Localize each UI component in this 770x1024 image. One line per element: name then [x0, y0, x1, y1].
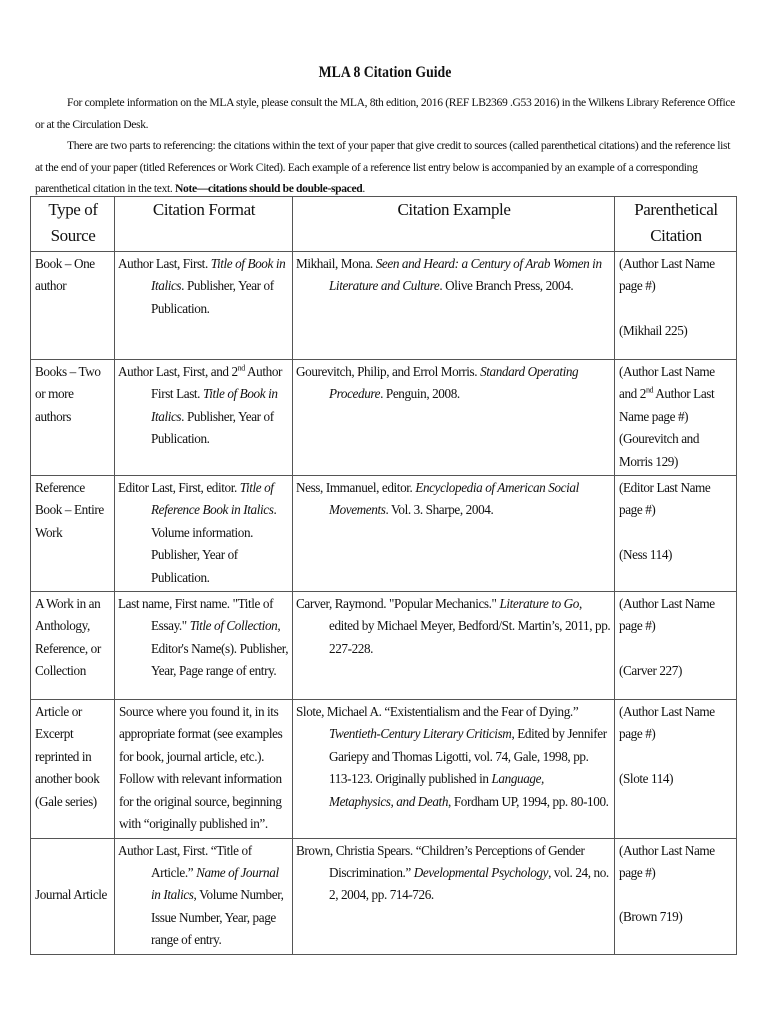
table-row: [31, 592, 737, 700]
citation-example-cell: Carver, Raymond. "Popular Mechanics." Literature to Go, edited by Michael Meyer, Bedford/St. Martin’s, 2011, pp. 227-228.: [293, 592, 615, 700]
citation-format-cell: Source where you found it, in its appropriate format (see examples for book, journal article, etc.). Follow with relevant information for the original source, beginning with “originally published in”.: [115, 700, 293, 838]
source-type-cell: Article or Excerpt reprinted in another book (Gale series): [31, 700, 115, 838]
header-citation-format: Citation Format: [115, 197, 293, 252]
citation-format-cell: Author Last, First. “Title of Article.” Name of Journal in Italics, Volume Number, Issue Number, Year, page range of entry.: [115, 838, 293, 954]
parenthetical-pattern: (Author Last Name page #): [619, 256, 715, 294]
table-row: [31, 838, 737, 954]
parenthetical-pattern: (Author Last Name page #): [619, 704, 715, 742]
table-row: [31, 700, 737, 838]
parenthetical-cell: [615, 252, 737, 360]
intro-paragraph-1: For complete information on the MLA style, please consult the MLA, 8th edition, 2016 (REF LB2369 .G53 2016) in the Wilkens Library Reference Office or at the Circulation Desk.: [35, 96, 735, 131]
citation-format-cell: Author Last, First. Title of Book in Italics. Publisher, Year of Publication.: [115, 252, 293, 360]
citation-example-cell: Ness, Immanuel, editor. Encyclopedia of American Social Movements. Vol. 3. Sharpe, 2004.: [293, 476, 615, 592]
parenthetical-example: (Gourevitch and Morris 129): [619, 431, 700, 469]
table-row: [31, 252, 737, 360]
source-type-cell: Reference Book – Entire Work: [31, 476, 115, 592]
source-type-cell: A Work in an Anthology, Reference, or Collection: [31, 592, 115, 700]
parenthetical-pattern: (Author Last Name page #): [619, 596, 715, 634]
parenthetical-pattern: (Author Last Name and 2nd Author Last Name page #): [619, 364, 715, 424]
parenthetical-example: (Brown 719): [619, 909, 683, 925]
page-title: MLA 8 Citation Guide: [318, 64, 452, 81]
citation-example-cell: Mikhail, Mona. Seen and Heard: a Century of Arab Women in Literature and Culture. Olive Branch Press, 2004.: [293, 252, 615, 360]
citation-example-cell: Brown, Christia Spears. “Children’s Perceptions of Gender Discrimination.” Developmental Psychology, vol. 24, no. 2, 2004, pp. 714-726.: [293, 838, 615, 954]
citation-example-cell: Gourevitch, Philip, and Errol Morris. Standard Operating Procedure. Penguin, 2008.: [293, 360, 615, 476]
citation-example-cell: Slote, Michael A. “Existentialism and the Fear of Dying.” Twentieth-Century Literary Criticism, Edited by Jennifer Gariepy and Thomas Ligotti, vol. 74, Gale, 1998, pp. 113-123. Originally published in Language, Metaphysics, and Death, Fordham UP, 1994, pp. 80-100.: [293, 700, 615, 838]
parenthetical-cell: [615, 360, 737, 476]
parenthetical-example: (Slote 114): [619, 770, 674, 786]
intro-section: [35, 92, 735, 200]
parenthetical-cell: [615, 700, 737, 838]
header-parenthetical-citation: Parenthetical Citation: [615, 197, 737, 252]
parenthetical-cell: [615, 838, 737, 954]
citation-format-cell: Last name, First name. "Title of Essay." Title of Collection, Editor's Name(s). Publisher, Year, Page range of entry.: [115, 592, 293, 700]
intro-paragraph-2: There are two parts to referencing: the citations within the text of your paper that give credit to sources (called parenthetical citations) and the reference list at the end of your paper (titled References or Work Cited). Each example of a reference list entry below is accompanied by an example of a corresponding parenthetical citation in the text. Note—citations should be double-spaced.: [35, 139, 731, 195]
header-type-of-source: Type of Source: [31, 197, 115, 252]
parenthetical-pattern: (Author Last Name page #): [619, 842, 715, 880]
parenthetical-cell: [615, 476, 737, 592]
source-type-cell: Book – One author: [31, 252, 115, 360]
table-header-row: [31, 197, 737, 252]
parenthetical-cell: [615, 592, 737, 700]
source-type-cell: Journal Article: [31, 838, 115, 954]
citation-table: [30, 196, 737, 955]
parenthetical-example: (Ness 114): [619, 546, 673, 562]
parenthetical-pattern: (Editor Last Name page #): [619, 480, 711, 518]
parenthetical-example: (Mikhail 225): [619, 322, 688, 338]
table-row: [31, 476, 737, 592]
header-citation-example: Citation Example: [293, 197, 615, 252]
citation-format-cell: Editor Last, First, editor. Title of Reference Book in Italics. Volume information. Publisher, Year of Publication.: [115, 476, 293, 592]
source-type-cell: Books – Two or more authors: [31, 360, 115, 476]
double-spacing-note: Note—citations should be double-spaced: [175, 182, 363, 195]
parenthetical-example: (Carver 227): [619, 662, 682, 678]
table-row: [31, 360, 737, 476]
intro-paragraph-2-text: There are two parts to referencing: the citations within the text of your paper that give credit to sources (called parenthetical citations) and the reference list at the end of your paper (titled References or Work Cited). Each example of a reference list entry below is accompanied by an example of a corresponding parenthetical citation in the text.: [35, 139, 731, 195]
citation-format-cell: Author Last, First, and 2nd Author First Last. Title of Book in Italics. Publisher, Year of Publication.: [115, 360, 293, 476]
